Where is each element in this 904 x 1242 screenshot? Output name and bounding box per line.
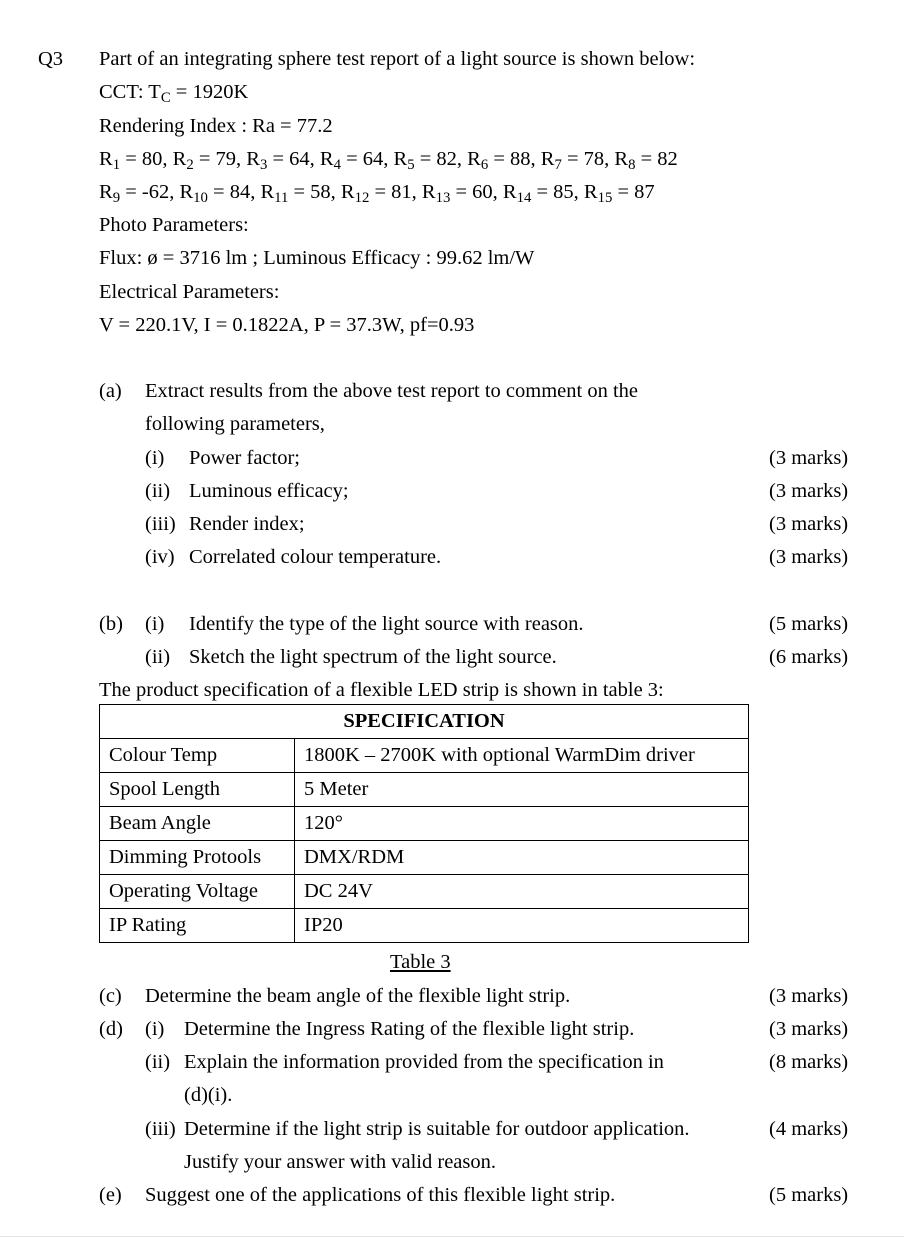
question-number: Q3 xyxy=(38,48,64,70)
part-b-item-text: Identify the type of the light source with reason. xyxy=(189,613,584,635)
marks-label: (8 marks) xyxy=(769,1051,849,1073)
table-cell-key: Dimming Protools xyxy=(100,841,295,875)
table-row xyxy=(100,841,749,875)
part-c-text: Determine the beam angle of the flexible light strip. xyxy=(145,985,571,1007)
table-intro: The product specification of a flexible LED strip is shown in table 3: xyxy=(99,679,664,701)
marks-label: (6 marks) xyxy=(769,646,849,668)
part-b-item-text: Sketch the light spectrum of the light source. xyxy=(189,646,557,668)
r-value: $R_9 = -62$, xyxy=(99,181,180,207)
marks-label: (5 marks) xyxy=(769,613,849,635)
part-d-item-text: Explain the information provided from the specification in xyxy=(184,1051,664,1073)
part-d-label: (d) xyxy=(99,1018,123,1040)
photo-parameters-heading: Photo Parameters: xyxy=(99,214,249,236)
r-value: $R_2 = 79$, xyxy=(172,148,247,174)
electrical-line: V = 220.1V, I = 0.1822A, P = 37.3W, pf=0.93 xyxy=(99,314,475,336)
table-cell-value: 1800K – 2700K with optional WarmDim driver xyxy=(295,739,749,773)
table-cell-value: 5 Meter xyxy=(295,773,749,807)
part-c-label: (c) xyxy=(99,985,122,1007)
question-intro: Part of an integrating sphere test report of a light source is shown below: xyxy=(99,48,696,70)
part-e-label: (e) xyxy=(99,1184,122,1206)
table-row xyxy=(100,739,749,773)
r-value: $R_1 = 80$, xyxy=(99,148,173,174)
r-value: $R_{14} = 85$, xyxy=(502,181,584,207)
table-cell-value: IP20 xyxy=(295,909,749,943)
r-value: $R_6 = 88$, xyxy=(467,148,541,174)
part-a-label: (a) xyxy=(99,380,122,402)
marks-label: (3 marks) xyxy=(769,447,849,469)
table-header-row xyxy=(100,705,749,739)
table-cell-key: Spool Length xyxy=(100,773,295,807)
part-d-item-num: (iii) xyxy=(145,1118,176,1140)
part-a-item-text: Power factor; xyxy=(189,447,300,469)
part-d-item-text-cont: (d)(i). xyxy=(184,1084,233,1106)
r-value: $R_3 = 64$, xyxy=(246,148,320,174)
part-d-item-text: Determine the Ingress Rating of the flexible light strip. xyxy=(184,1018,635,1040)
marks-label: (4 marks) xyxy=(769,1118,849,1140)
table-row xyxy=(100,875,749,909)
part-e-text: Suggest one of the applications of this flexible light strip. xyxy=(145,1184,616,1206)
marks-label: (3 marks) xyxy=(769,985,849,1007)
r-value: $R_8 = 82$ xyxy=(614,148,678,174)
specification-table xyxy=(99,704,749,943)
part-d-item-num: (i) xyxy=(145,1018,165,1040)
r-value: $R_{15} = 87$ xyxy=(583,181,655,207)
part-a-item-text: Correlated colour temperature. xyxy=(189,546,442,568)
marks-label: (3 marks) xyxy=(769,1018,849,1040)
table-cell-value: DMX/RDM xyxy=(295,841,749,875)
r-value: $R_5 = 82$, xyxy=(393,148,468,174)
table-cell-key: Operating Voltage xyxy=(100,875,295,909)
part-d-item-text: Determine if the light strip is suitable for outdoor application. xyxy=(184,1118,690,1140)
table-cell-value: 120° xyxy=(295,807,749,841)
part-a-item-text: Luminous efficacy; xyxy=(189,480,349,502)
r-value: $R_{10} = 84$, xyxy=(179,181,261,207)
r-value: $R_4 = 64$, xyxy=(319,148,394,174)
table-caption: Table 3 xyxy=(390,951,451,973)
table-cell-key: Colour Temp xyxy=(100,739,295,773)
page-bottom-divider xyxy=(0,1236,904,1237)
part-a-item-num: (iv) xyxy=(145,546,175,568)
part-b-item-num: (i) xyxy=(145,613,165,635)
table-cell-value: DC 24V xyxy=(295,875,749,909)
part-a-item-num: (i) xyxy=(145,447,165,469)
part-a-text-line2: following parameters, xyxy=(145,413,325,435)
part-a-item-text: Render index; xyxy=(189,513,305,535)
part-d-item-text-cont: Justify your answer with valid reason. xyxy=(184,1151,496,1173)
table-cell-key: IP Rating xyxy=(100,909,295,943)
electrical-parameters-heading: Electrical Parameters: xyxy=(99,281,280,303)
marks-label: (3 marks) xyxy=(769,480,849,502)
table-header: SPECIFICATION xyxy=(100,705,749,739)
r-value: $R_{12} = 81$, xyxy=(340,181,422,207)
cct-line: CCT: $T_C = 1920K$ xyxy=(99,81,249,107)
part-b-label: (b) xyxy=(99,613,123,635)
flux-line: Flux: ø = 3716 lm ; Luminous Efficacy : 99.62 lm/W xyxy=(99,247,535,269)
marks-label: (5 marks) xyxy=(769,1184,849,1206)
part-d-item-num: (ii) xyxy=(145,1051,171,1073)
r-values-row-1 xyxy=(99,148,678,174)
table-row xyxy=(100,909,749,943)
table-row xyxy=(100,807,749,841)
r-value: $R_7 = 78$, xyxy=(540,148,615,174)
marks-label: (3 marks) xyxy=(769,513,849,535)
part-a-item-num: (iii) xyxy=(145,513,176,535)
table-row xyxy=(100,773,749,807)
rendering-index: Rendering Index : Ra = 77.2 xyxy=(99,115,333,137)
part-b-item-num: (ii) xyxy=(145,646,171,668)
part-a-text-line1: Extract results from the above test report to comment on the xyxy=(145,380,638,402)
table-cell-key: Beam Angle xyxy=(100,807,295,841)
marks-label: (3 marks) xyxy=(769,546,849,568)
r-value: $R_{13} = 60$, xyxy=(421,181,503,207)
part-a-item-num: (ii) xyxy=(145,480,171,502)
r-values-row-2 xyxy=(99,181,655,207)
r-value: $R_{11} = 58$, xyxy=(260,181,341,207)
